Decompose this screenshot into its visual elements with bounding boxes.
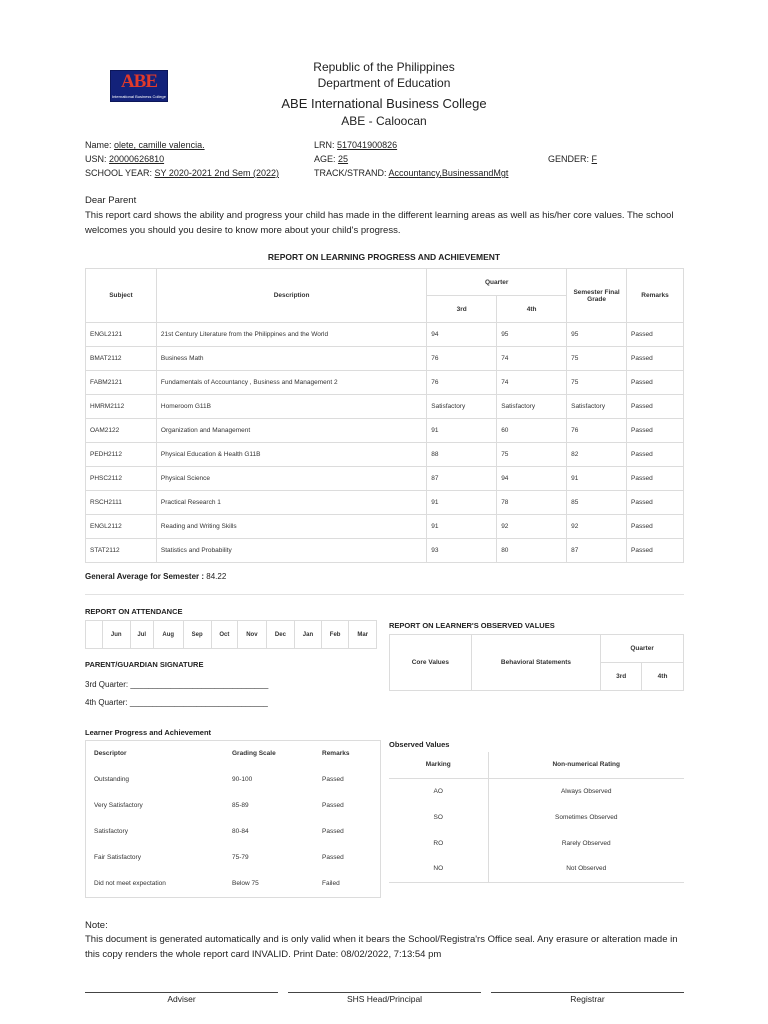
table-row — [86, 539, 684, 563]
cell-progress-remarks: Passed — [322, 801, 344, 809]
adviser-signature-line — [85, 992, 278, 993]
observed-values-table — [389, 634, 684, 691]
cell-scale: 85-89 — [232, 801, 249, 809]
cell-q4: Satisfactory — [497, 395, 567, 419]
cell-description: Reading and Writing Skills — [156, 515, 426, 539]
cell-descriptor: Very Satisfactory — [94, 801, 143, 809]
header-values-quarter: Quarter — [601, 635, 684, 663]
note-text: This document is generated automatically and is only valid when it bears the School/Registra'rs Office seal. Any erasure or alteration made in this copy renders the whole report card INVALID. Print Date: 08/02/2022, 7:13:54 pm — [85, 934, 678, 960]
cell-remarks: Passed — [627, 515, 684, 539]
header-rating: Non-numerical Rating — [488, 752, 684, 778]
attendance-title: REPORT ON ATTENDANCE — [85, 607, 183, 616]
cell-subject: STAT2112 — [86, 539, 157, 563]
header-grading-scale: Grading Scale — [232, 750, 276, 757]
age-label: AGE: — [314, 154, 336, 164]
cell-progress-remarks: Passed — [322, 775, 344, 783]
student-name: olete, camille valencia. — [114, 140, 205, 150]
table-row — [86, 443, 684, 467]
adviser-label: Adviser — [167, 994, 196, 1004]
cell-remarks: Passed — [627, 395, 684, 419]
table-row — [86, 844, 380, 870]
month-nov: Nov — [237, 621, 266, 649]
observed-legend-title: Observed Values — [389, 740, 450, 749]
school-year-label: SCHOOL YEAR: — [85, 168, 153, 178]
cell-rating: Sometimes Observed — [555, 813, 618, 821]
student-usn: 20000626810 — [109, 154, 165, 164]
header-progress-remarks: Remarks — [322, 750, 350, 757]
header-marking: Marking — [389, 752, 488, 778]
month-oct: Oct — [211, 621, 237, 649]
cell-subject: RSCH2111 — [86, 491, 157, 515]
cell-q3: 76 — [427, 347, 497, 371]
header-description: Description — [156, 269, 426, 323]
cell-subject: HMRM2112 — [86, 395, 157, 419]
cell-rating: Always Observed — [560, 787, 612, 795]
month-feb: Feb — [321, 621, 349, 649]
cell-remarks: Passed — [627, 443, 684, 467]
table-row — [86, 515, 684, 539]
signature-4th-quarter: 4th Quarter: _______________________________ — [85, 698, 268, 707]
grades-table — [85, 268, 684, 563]
table-row — [86, 419, 684, 443]
track-label: TRACK/STRAND: — [314, 168, 387, 178]
month-aug: Aug — [154, 621, 184, 649]
cell-final: 85 — [567, 491, 627, 515]
student-age: 25 — [338, 154, 349, 164]
table-row — [86, 870, 380, 896]
cell-scale: 80-84 — [232, 827, 249, 835]
gender-row — [548, 154, 597, 164]
cell-description: Organization and Management — [156, 419, 426, 443]
month-sep: Sep — [183, 621, 211, 649]
cell-q3: Satisfactory — [427, 395, 497, 419]
student-lrn: 517041900826 — [337, 140, 398, 150]
learner-progress-box — [85, 740, 381, 898]
cell-q4: 80 — [497, 539, 567, 563]
letter-body: This report card shows the ability and progress your child has made in the different learning areas as well as his/her core values. The school welcomes you should you desire to know more about your child's progress. — [85, 210, 674, 236]
cell-final: 95 — [567, 323, 627, 347]
gender-label: GENDER: — [548, 154, 590, 164]
note-label: Note: — [85, 920, 108, 931]
header-descriptor: Descriptor — [94, 750, 127, 757]
table-row — [86, 491, 684, 515]
logo-text: ABE — [120, 71, 158, 92]
cell-rating: Rarely Observed — [561, 839, 611, 847]
header-quarter: Quarter — [427, 269, 567, 296]
signature-3rd-quarter: 3rd Quarter: _______________________________ — [85, 680, 269, 689]
cell-description: Practical Research 1 — [156, 491, 426, 515]
month-jan: Jan — [295, 621, 322, 649]
cell-scale: Below 75 — [232, 879, 259, 887]
cell-description: Business Math — [156, 347, 426, 371]
cell-q4: 60 — [497, 419, 567, 443]
attendance-table — [85, 620, 377, 649]
cell-marking: NO — [389, 856, 488, 882]
table-row — [86, 818, 380, 844]
cell-subject: PEDH2112 — [86, 443, 157, 467]
table-row — [86, 467, 684, 491]
cell-remarks: Passed — [627, 467, 684, 491]
student-usn-row — [85, 154, 164, 164]
cell-description: Fundamentals of Accountancy , Business and Management 2 — [156, 371, 426, 395]
cell-q3: 91 — [427, 419, 497, 443]
cell-rating: Not Observed — [488, 856, 684, 882]
header-campus: ABE - Caloocan — [341, 114, 427, 128]
table-row — [86, 792, 380, 818]
header-behavioral-statements: Behavioral Statements — [471, 635, 601, 691]
logo-subtext: International Business College — [111, 94, 167, 99]
cell-scale: 75-79 — [232, 853, 249, 861]
cell-q4: 78 — [497, 491, 567, 515]
observed-legend-table — [389, 752, 684, 883]
general-average-value: 84.22 — [206, 572, 227, 581]
table-row — [86, 371, 684, 395]
header-core-values: Core Values — [390, 635, 472, 691]
cell-progress-remarks: Passed — [322, 853, 344, 861]
cell-descriptor: Did not meet expectation — [94, 879, 166, 887]
cell-remarks: Passed — [627, 371, 684, 395]
cell-remarks: Passed — [627, 491, 684, 515]
grades-title: REPORT ON LEARNING PROGRESS AND ACHIEVEMENT — [267, 252, 501, 262]
table-row — [86, 347, 684, 371]
cell-description: Homeroom G11B — [156, 395, 426, 419]
header-subject: Subject — [86, 269, 157, 323]
student-gender: F — [591, 154, 598, 164]
cell-descriptor: Outstanding — [94, 775, 130, 783]
cell-final: 92 — [567, 515, 627, 539]
observed-values-title: REPORT ON LEARNER'S OBSERVED VALUES — [389, 621, 555, 630]
cell-remarks: Passed — [627, 419, 684, 443]
cell-final: 91 — [567, 467, 627, 491]
header-remarks: Remarks — [627, 269, 684, 323]
cell-subject: PHSC2112 — [86, 467, 157, 491]
cell-q4: 74 — [497, 371, 567, 395]
cell-subject: BMAT2112 — [86, 347, 157, 371]
divider — [85, 594, 684, 595]
header-q4: 4th — [497, 296, 567, 323]
student-track: Accountancy,BusinessandMgt — [388, 168, 509, 178]
cell-q4: 74 — [497, 347, 567, 371]
cell-q3: 91 — [427, 491, 497, 515]
table-row — [389, 778, 684, 804]
cell-q3: 76 — [427, 371, 497, 395]
month-jun: Jun — [103, 621, 131, 649]
cell-q3: 88 — [427, 443, 497, 467]
cell-description: Physical Science — [156, 467, 426, 491]
header-q3: 3rd — [427, 296, 497, 323]
cell-q3: 94 — [427, 323, 497, 347]
learner-progress-table — [86, 741, 380, 896]
registrar-label: Registrar — [570, 994, 605, 1004]
letter-salutation: Dear Parent — [85, 195, 137, 206]
month-dec: Dec — [266, 621, 294, 649]
cell-q4: 75 — [497, 443, 567, 467]
cell-final: 75 — [567, 371, 627, 395]
lrn-label: LRN: — [314, 140, 335, 150]
cell-subject: OAM2122 — [86, 419, 157, 443]
cell-progress-remarks: Passed — [322, 827, 344, 835]
school-year-row — [85, 168, 279, 178]
head-label: SHS Head/Principal — [346, 994, 423, 1004]
cell-q4: 94 — [497, 467, 567, 491]
cell-subject: ENGL2121 — [86, 323, 157, 347]
cell-q3: 87 — [427, 467, 497, 491]
month-mar: Mar — [349, 621, 377, 649]
table-row — [389, 830, 684, 856]
general-average-row — [85, 572, 226, 581]
cell-final: 82 — [567, 443, 627, 467]
attendance-label-cell — [86, 621, 103, 649]
name-label: Name: — [85, 140, 112, 150]
lrn-row — [314, 140, 397, 150]
learner-progress-title: Learner Progress and Achievement — [85, 728, 212, 737]
cell-remarks: Passed — [627, 323, 684, 347]
header-department: Department of Education — [317, 76, 451, 90]
cell-descriptor: Satisfactory — [94, 827, 128, 835]
usn-label: USN: — [85, 154, 107, 164]
parent-signature-title: PARENT/GUARDIAN SIGNATURE — [85, 660, 204, 669]
cell-subject: ENGL2112 — [86, 515, 157, 539]
cell-final: 75 — [567, 347, 627, 371]
table-row — [86, 395, 684, 419]
cell-remarks: Passed — [627, 347, 684, 371]
cell-description: Statistics and Probability — [156, 539, 426, 563]
header-values-q4: 4th — [642, 663, 684, 691]
table-row — [389, 804, 684, 830]
month-jul: Jul — [130, 621, 153, 649]
header-republic: Republic of the Philippines — [313, 60, 455, 74]
cell-marking: RO — [389, 830, 488, 856]
cell-marking: AO — [389, 778, 488, 804]
cell-subject: FABM2121 — [86, 371, 157, 395]
cell-final: 76 — [567, 419, 627, 443]
cell-descriptor: Fair Satisfactory — [94, 853, 141, 861]
cell-q3: 91 — [427, 515, 497, 539]
cell-q4: 92 — [497, 515, 567, 539]
general-average-label: General Average for Semester : — [85, 572, 205, 581]
cell-marking: SO — [389, 804, 488, 830]
student-name-row — [85, 140, 205, 150]
cell-q3: 93 — [427, 539, 497, 563]
cell-final: Satisfactory — [567, 395, 627, 419]
cell-description: 21st Century Literature from the Philippines and the World — [156, 323, 426, 347]
cell-progress-remarks: Failed — [322, 879, 340, 887]
header-values-q3: 3rd — [601, 663, 642, 691]
cell-q4: 95 — [497, 323, 567, 347]
registrar-signature-line — [491, 992, 684, 993]
table-row — [86, 766, 380, 792]
header-school-name: ABE International Business College — [281, 96, 487, 111]
header-final-grade: Semester Final Grade — [567, 269, 627, 323]
track-row — [314, 168, 508, 178]
cell-final: 87 — [567, 539, 627, 563]
cell-description: Physical Education & Health G11B — [156, 443, 426, 467]
table-row — [86, 323, 684, 347]
cell-scale: 90-100 — [232, 775, 253, 783]
cell-remarks: Passed — [627, 539, 684, 563]
table-row — [389, 856, 684, 882]
school-year: SY 2020-2021 2nd Sem (2022) — [154, 168, 279, 178]
age-row — [314, 154, 348, 164]
head-signature-line — [288, 992, 481, 993]
